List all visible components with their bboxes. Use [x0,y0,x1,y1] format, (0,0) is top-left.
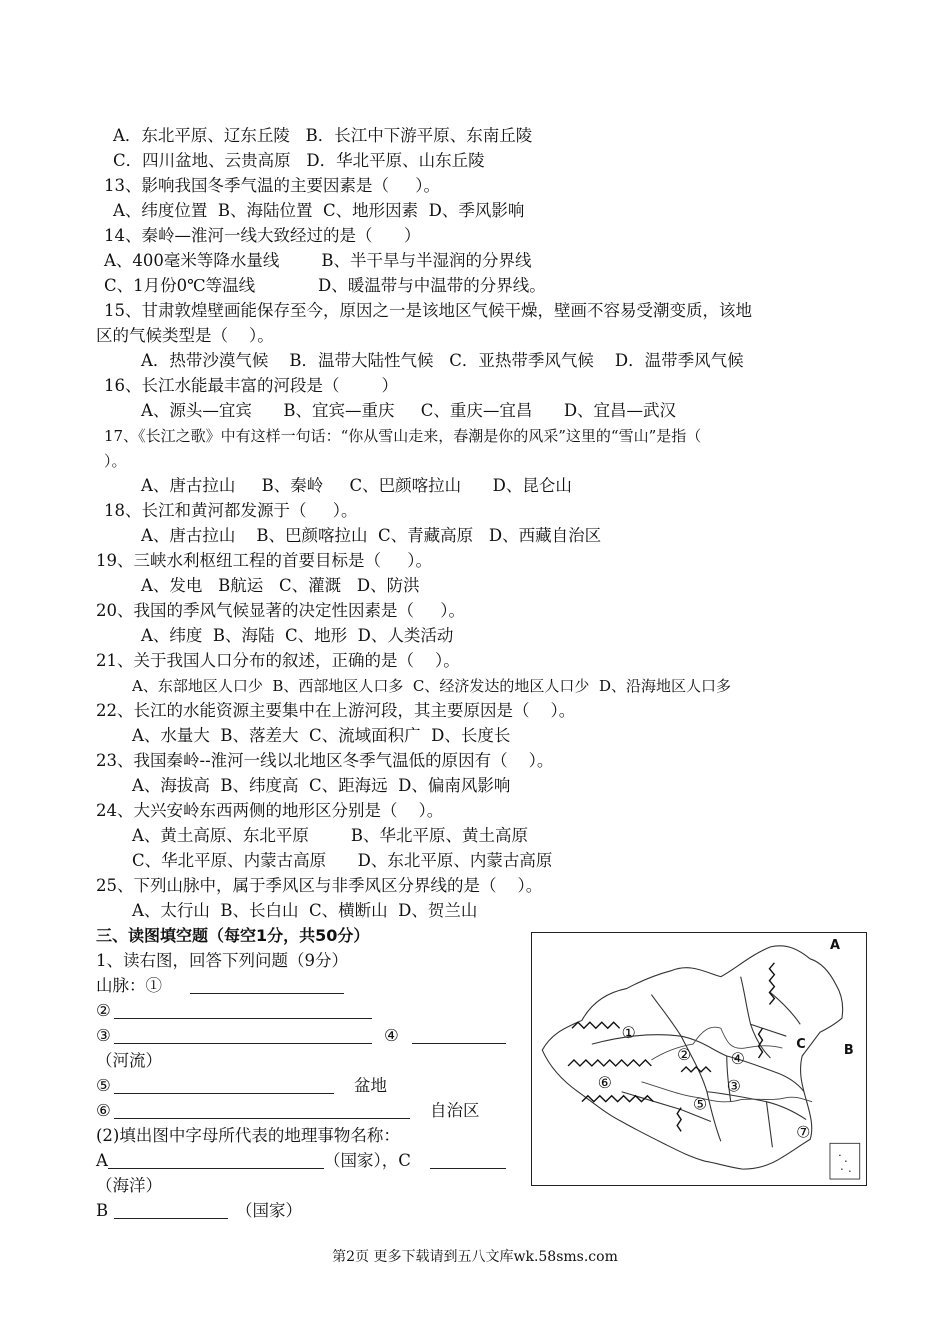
label-shanmai: 山脉：① [96,976,162,995]
question-15-cont: 区的气候类型是（ ）。 [96,326,274,345]
question-22: 22、长江的水能资源主要集中在上游河段，其主要原因是（ ）。 [96,701,576,720]
option-line: A．热带沙漠气候 B．温带大陆性气候 C．亚热带季风气候 D．温带季风气候 [141,351,744,370]
map-marker-5: ⑤ [693,1094,708,1114]
question-17: 17、《长江之歌》中有这样一句话：“你从雪山走来，春潮是你的风采”这里的“雪山”是指（ [104,427,702,445]
option-line: C、1月份0℃等温线 D、暖温带与中温带的分界线。 [104,276,546,295]
map-marker-6: ⑥ [597,1072,613,1092]
mountain-qinling [681,1067,711,1072]
option-line: A．东北平原、辽东丘陵 B．长江中下游平原、东南丘陵 [113,126,533,145]
map-marker-3: ③ [726,1076,741,1096]
question-2: (2)填出图中字母所代表的地理事物名称： [96,1126,400,1145]
option-line: A、海拔高 B、纬度高 C、距海远 D、偏南风影响 [132,776,511,795]
map-label-c: C [796,1037,806,1053]
option-line: A、400毫米等降水量线 B、半干旱与半湿润的分界线 [104,251,532,270]
question-18: 18、长江和黄河都发源于（ ）。 [104,501,358,520]
map-marker-7: ⑦ [796,1122,811,1142]
option-line: A、发电 B航运 C、灌溉 D、防洪 [141,576,420,595]
option-line: A、源头—宜宾 B、宜宾—重庆 C、重庆—宜昌 D、宜昌—武汉 [141,401,677,420]
map-label-b: B [843,1043,854,1059]
mountain-kunlun [568,1060,651,1066]
blank-5[interactable] [114,1093,334,1094]
question-25: 25、下列山脉中，属于季风区与非季风区分界线的是（ ）。 [96,876,543,895]
question-13: 13、影响我国冬季气温的主要因素是（ ）。 [104,176,440,195]
option-line: A、纬度位置 B、海陆位置 C、地形因素 D、季风影响 [113,201,525,220]
mountain-hengduan [677,1108,681,1132]
blank-1[interactable] [190,993,344,994]
question-20: 20、我国的季风气候显著的决定性因素是（ ）。 [96,601,465,620]
label-5: ⑤ [96,1076,111,1095]
option-line: A、东部地区人口少 B、西部地区人口多 C、经济发达的地区人口少 D、沿海地区人口多 [132,677,731,695]
south-sea-inset [830,1143,860,1179]
option-line: C．四川盆地、云贵高原 D．华北平原、山东丘陵 [113,151,485,170]
label-a: A [96,1151,108,1170]
label-guojia-c: （国家），C [324,1151,411,1170]
blank-6[interactable] [114,1118,410,1119]
blank-3[interactable] [114,1043,372,1044]
blank-c[interactable] [430,1168,506,1169]
option-line: A、太行山 B、长白山 C、横断山 D、贺兰山 [132,901,478,920]
question-15: 15、甘肃敦煌壁画能保存至今，原因之一是该地区气候干燥，壁画不容易受潮变质，该地 [104,301,752,320]
blank-2[interactable] [114,1018,372,1019]
option-line: C、华北平原、内蒙古高原 D、东北平原、内蒙古高原 [132,851,553,870]
option-line: A、黄土高原、东北平原 B、华北平原、黄土高原 [132,826,528,845]
label-2: ② [96,1001,111,1020]
mountain-daxinganling [769,963,774,1005]
question-19: 19、三峡水利枢纽工程的首要目标是（ ）。 [96,551,432,570]
question-16: 16、长江水能最丰富的河段是（ ） [104,376,398,395]
label-haiyang: （海洋） [96,1176,162,1195]
blank-b[interactable] [114,1218,228,1219]
question-23: 23、我国秦岭--淮河一线以北地区冬季气温低的原因有（ ）。 [96,751,554,770]
label-heliu: （河流） [96,1051,162,1070]
label-pendi: 盆地 [354,1076,387,1095]
option-line: A、水量大 B、落差大 C、流域面积广 D、长度长 [132,726,511,745]
map-marker-1: ① [621,1023,636,1043]
label-guojia-b: （国家） [236,1201,302,1220]
mountain-tianshan [572,1022,620,1028]
label-4: ④ [384,1026,399,1045]
label-3: ③ [96,1026,111,1045]
page-footer: 第2页 更多下载请到五八文库wk.58sms.com [332,1249,618,1265]
question-17-cont: ）。 [104,452,127,470]
china-map-figure [531,932,867,1186]
option-line: A、唐古拉山 B、秦岭 C、巴颜喀拉山 D、昆仑山 [141,476,572,495]
option-line: A、唐古拉山 B、巴颜喀拉山 C、青藏高原 D、西藏自治区 [141,526,602,545]
label-zizhiqu: 自治区 [430,1101,480,1120]
label-6: ⑥ [96,1101,111,1120]
map-marker-4: ④ [730,1048,745,1068]
river-yellow [651,1027,782,1060]
question-24: 24、大兴安岭东西两侧的地形区分别是（ ）。 [96,801,444,820]
section-title: 三、读图填空题（每空1分，共50分） [96,926,370,945]
blank-a[interactable] [108,1168,324,1169]
map-label-a: A [829,937,840,953]
china-map [532,933,866,1185]
map-marker-2: ② [677,1044,692,1064]
question-1: 1、读右图，回答下列问题（9分） [96,951,348,970]
question-21: 21、关于我国人口分布的叙述，正确的是（ ）。 [96,651,460,670]
option-line: A、纬度 B、海陆 C、地形 D、人类活动 [141,626,454,645]
label-b: B [96,1201,109,1220]
mountain-himalaya [582,1096,653,1102]
question-14: 14、秦岭—淮河一线大致经过的是（ ） [104,226,421,245]
blank-4[interactable] [412,1043,506,1044]
